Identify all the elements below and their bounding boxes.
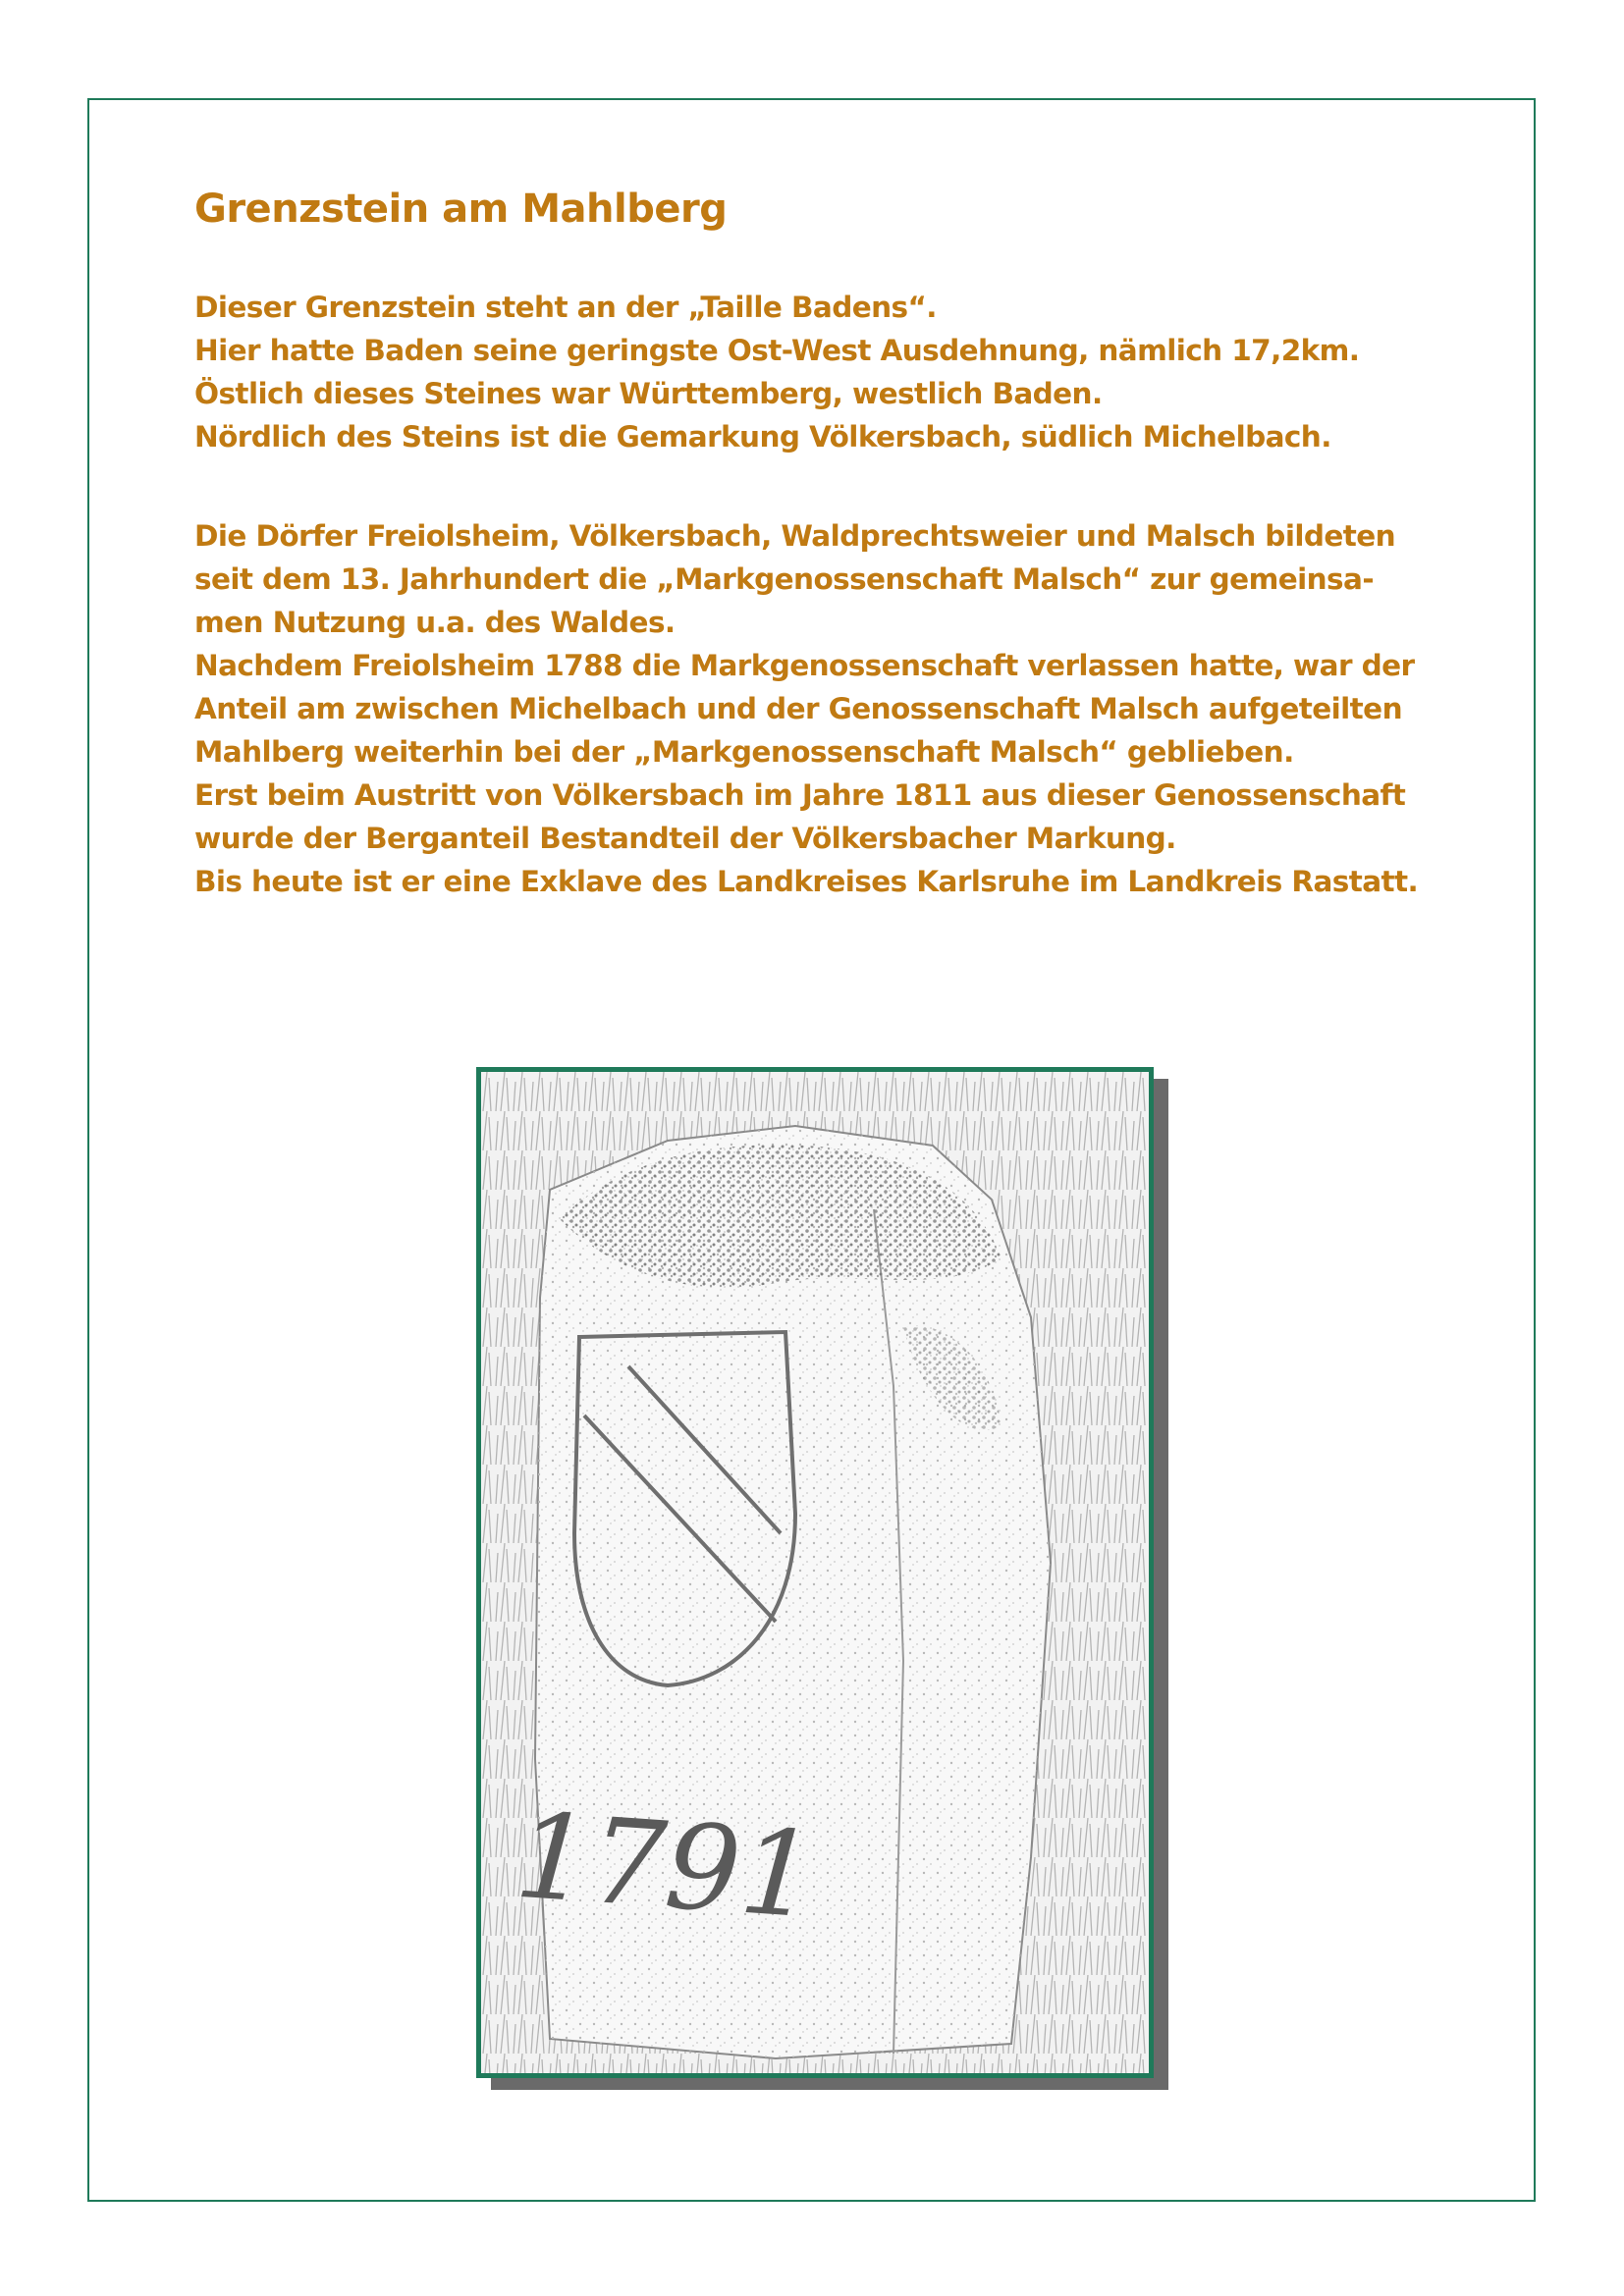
text-line: seit dem 13. Jahrhundert die „Markgenossenschaft Malsch“ zur gemeinsa- [194, 562, 1374, 596]
text-line: wurde der Berganteil Bestandteil der Völkersbacher Markung. [194, 822, 1176, 855]
page-title: Grenzstein am Mahlberg [194, 187, 728, 232]
boundary-stone-illustration [481, 1072, 1149, 2073]
paragraph-history [194, 514, 1418, 903]
text-line: Dieser Grenzstein steht an der „Taille Badens“. [194, 291, 937, 324]
text-line: men Nutzung u.a. des Waldes. [194, 606, 676, 639]
text-line: Östlich dieses Steines war Württemberg, westlich Baden. [194, 377, 1103, 410]
text-line: Nachdem Freiolsheim 1788 die Markgenossenschaft verlassen hatte, war der [194, 649, 1415, 682]
text-line: Die Dörfer Freiolsheim, Völkersbach, Waldprechtsweier und Malsch bildeten [194, 519, 1396, 553]
paragraph-intro [194, 286, 1359, 458]
engraved-year: 1791 [511, 1788, 820, 1946]
boundary-stone-photo [476, 1067, 1154, 2078]
text-line: Nördlich des Steins ist die Gemarkung Völkersbach, südlich Michelbach. [194, 420, 1331, 454]
text-line: Erst beim Austritt von Völkersbach im Jahre 1811 aus dieser Genossenschaft [194, 778, 1406, 812]
text-line: Anteil am zwischen Michelbach und der Genossenschaft Malsch aufgeteilten [194, 692, 1402, 725]
text-line: Hier hatte Baden seine geringste Ost-West Ausdehnung, nämlich 17,2km. [194, 334, 1360, 367]
text-line: Bis heute ist er eine Exklave des Landkreises Karlsruhe im Landkreis Rastatt. [194, 865, 1419, 898]
text-line: Mahlberg weiterhin bei der „Markgenossenschaft Malsch“ geblieben. [194, 735, 1294, 769]
